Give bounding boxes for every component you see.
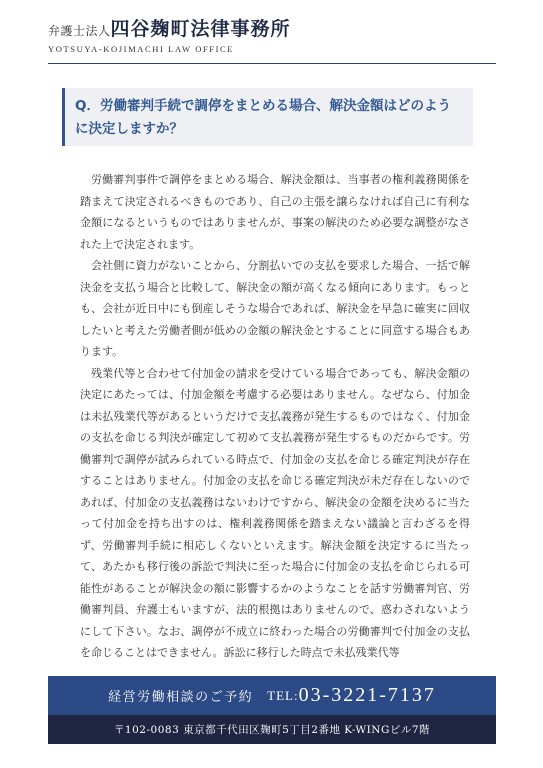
consultation-label: 経営労働相談のご予約 [108, 690, 254, 705]
answer-paragraph: 残業代等と合わせて付加金の請求を受けている場合であっても、解決金額の決定にあたっては、付加金額を考慮する必要はありません。なぜなら、付加金は未払残業代等があるというだけで支払義務が発生するものではなく、付加金の支払を命じる判決が確定して初めて支払義務が発生するものだからです。労働審判で調停が試みられている時点で、付加金の支払を命じる確定判決が存在することはありません。付加金の支払を命じる確定判決が未だ存在しないのであれば、付加金の支払義務はないわけですから、解決金の金額を決めるに当たって付加金を持ち出すのは、権利義務関係を踏まえない議論と言わざるを得ず、労働審判手続に相応しくないといえます。解決金額を決定するに当たって、あたかも移行後の訴訟で判決に至った場合に付加金の支払を命じられる可能性があることが解決金の額に影響するかのようなことを話す労働審判官、労働審判員、弁護士もいますが、法的根拠はありませんので、惑わされないようにして下さい。なお、調停が不成立に終わった場合の労働審判で付加金の支払を命じることはできません。訴訟に移行した時点で未払残業代等 [80, 366, 470, 659]
letterhead [48, 14, 508, 54]
consultation-banner [48, 676, 496, 715]
header-divider [48, 63, 496, 64]
question-box [62, 88, 473, 146]
phone-number: 03-3221-7137 [298, 684, 436, 706]
answer-paragraph: 会社側に資力がないことから、分割払いでの支払を要求した場合、一括で解決金を支払う場合と比較して、解決金の額が高くなる傾向にあります。もっとも、会社が近日中にも倒産しそうな場合であれば、解決金を早急に確実に回収したいと考えた労働者側が低めの金額の解決金とすることに同意する場合もあります。 [80, 259, 470, 358]
answer-body [80, 169, 470, 664]
question-line-2: に決定しますか？ [75, 121, 183, 137]
question-line-1: Q．労働審判手続で調停をまとめる場合、解決金額はどのよう [75, 98, 451, 114]
firm-name-english: YOTSUYA-KOJIMACHI LAW OFFICE [48, 44, 235, 54]
firm-prefix: 弁護士法人 [48, 24, 111, 38]
address-bar [48, 715, 496, 744]
answer-paragraph: 労働審判事件で調停をまとめる場合、解決金額は、当事者の権利義務関係を踏まえて決定されるべきものであり、自己の主張を譲らなければ自己に有利な金額になるというものではありませんが、事案の解決のため必要な調整がなされた上で決定されます。 [80, 173, 470, 251]
firm-name: 四谷麹町法律事務所 [110, 18, 291, 40]
tel-prefix: TEL: [267, 687, 299, 703]
office-address: 〒102-0083 東京都千代田区麹町5丁目2番地 K-WINGビル7階 [113, 724, 431, 736]
firm-name-line [48, 14, 508, 41]
